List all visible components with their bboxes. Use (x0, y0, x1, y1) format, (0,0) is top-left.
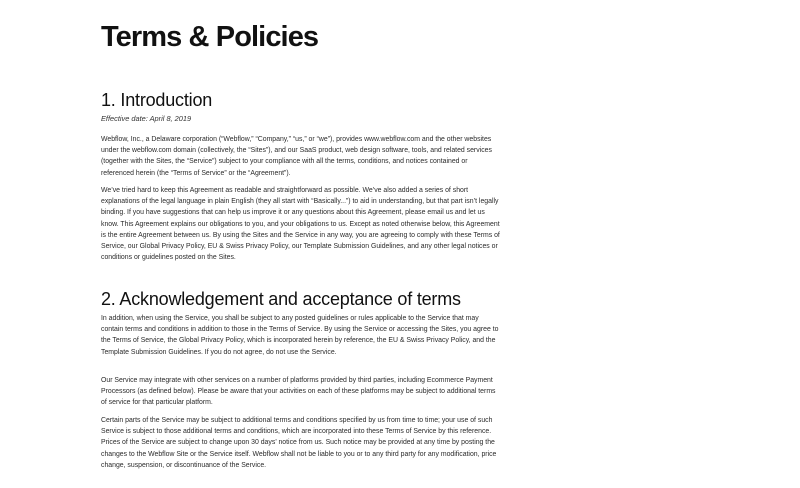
paragraph: Our Service may integrate with other services on a number of platforms provided by third parties, including Ecommerce Payment Processors (as defined below). Please be aware that your activities on each of these platforms may be subject to additional terms of service for that particular platform. (101, 377, 496, 407)
section-heading-introduction: 1. Introduction (101, 90, 213, 110)
paragraph: In addition, when using the Service, you shall be subject to any posted guidelines or rules applicable to the Service that may contain terms and conditions in addition to those in the Terms of Service. By using the Service or accessing the Sites, you agree to the Terms of Service, the Global Privacy Policy, which is incorporated herein by reference, the EU & Swiss Privacy Policy, and the Template Submission Guidelines. If you do not agree, do not use the Service. (101, 315, 499, 356)
effective-date: Effective date: April 8, 2019 (101, 114, 192, 123)
paragraph: Certain parts of the Service may be subject to additional terms and conditions specified by us from time to time; your use of such Service is subject to those additional terms and conditions, which are incorporated into these Terms of Service by this reference. Prices of the Service are subject to change upon 30 days’ notice from us. Such notice may be provided at any time by posting the changes to the Webflow Site or the Service itself. Webflow shall not be liable to you or to any third party for any modification, price change, suspension, or discontinuance of the Service. (101, 417, 497, 469)
section-heading-acknowledgement: 2. Acknowledgement and acceptance of terms (101, 289, 461, 309)
paragraph: We’ve tried hard to keep this Agreement as readable and straightforward as possible. We’ve also added a series of short explanations of the legal language in plain English (they all start with “Basically...”) to aid in understanding, but that part isn’t legally binding. If you have suggestions that can help us improve it or any questions about this Agreement, please email us and let us know. This Agreement explains our obligations to you, and your obligations to us. Except as noted otherwise below, this Agreement is the entire Agreement between us. By using the Sites and the Service in any way, you are agreeing to comply with these Terms of Service, our Global Privacy Policy, EU & Swiss Privacy Policy, our Template Submission Guidelines, and any other legal notices or conditions or guidelines posted on the Sites. (101, 187, 500, 262)
paragraph: Webflow, Inc., a Delaware corporation (“Webflow,” “Company,” “us,” or “we”), provides www.webflow.com and the other websites under the webflow.com domain (collectively, the “Sites”), and our SaaS product, web design software, tools, and related services (together with the Sites, the “Service”) subject to your compliance with all the terms, conditions, and notices contained or referenced herein (the “Terms of Service” or the “Agreement”). (101, 136, 492, 177)
page-title: Terms & Policies (101, 21, 319, 53)
